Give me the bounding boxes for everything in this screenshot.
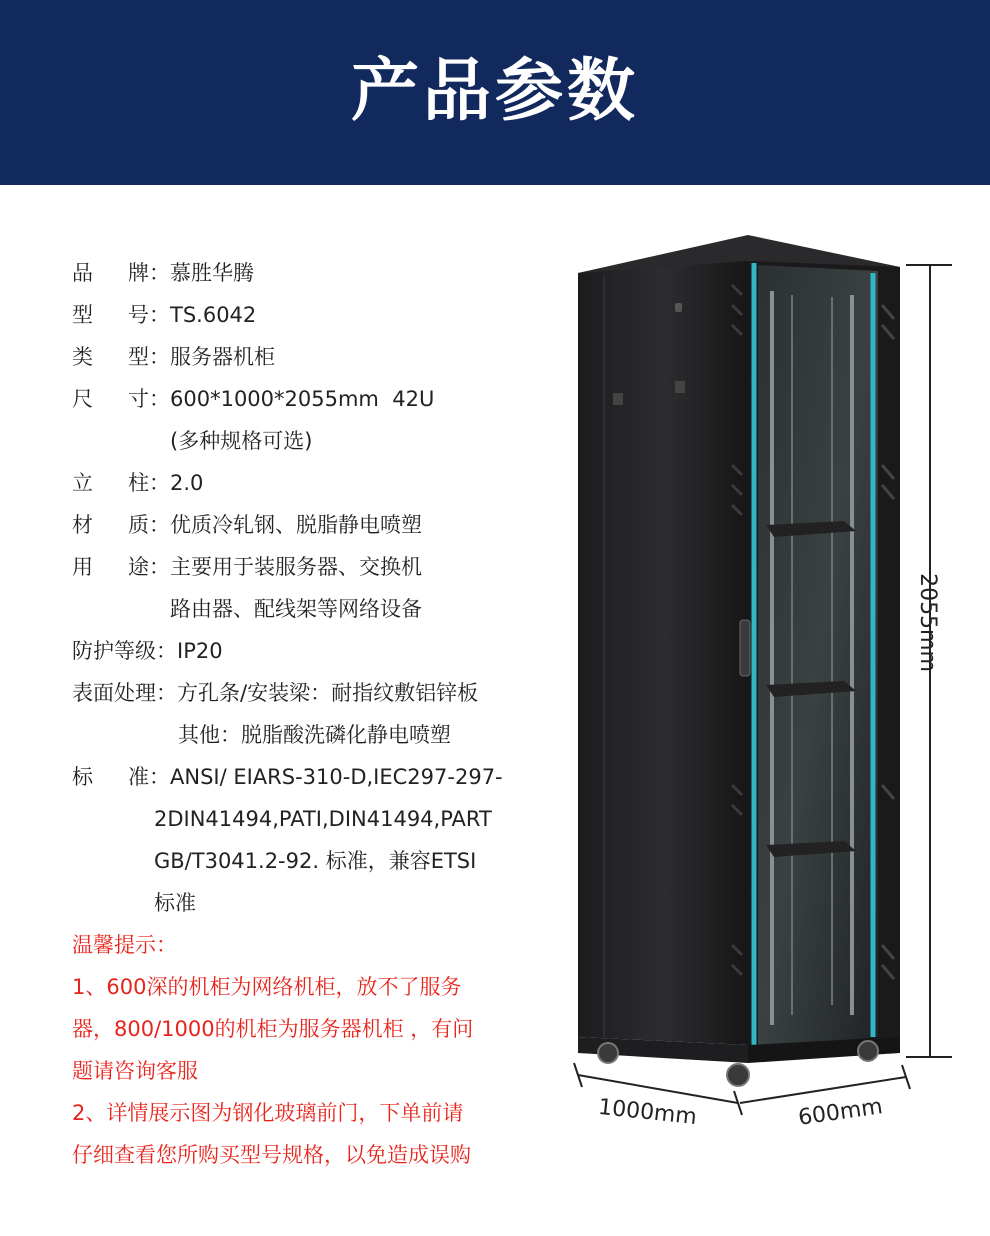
tips-title: 温馨提示：	[72, 933, 177, 957]
spec-label: 型：	[128, 345, 170, 369]
dimension-depth-label: 1000mm	[596, 1094, 698, 1131]
spec-label: 用	[72, 555, 93, 579]
tip-line: 题请咨询客服	[72, 1059, 198, 1083]
spec-value: GB/T3041.2-92. 标准，兼容ETSI	[154, 849, 477, 873]
spec-label: 尺	[72, 387, 93, 411]
spec-value: 标准	[154, 891, 196, 915]
spec-protection	[72, 630, 542, 672]
tip-line: 器，800/1000的机柜为服务器机柜 ，有问	[72, 1017, 474, 1041]
spec-usage-cont	[72, 588, 542, 630]
lock-icon	[675, 303, 682, 312]
spec-model	[72, 294, 542, 336]
spec-list	[72, 252, 542, 924]
page-title: 产品参数	[350, 52, 639, 131]
spec-value: 600*1000*2055mm 42U	[170, 387, 435, 411]
spec-value: (多种规格可选)	[170, 429, 313, 453]
spec-type	[72, 336, 542, 378]
spec-label: 型	[72, 303, 93, 327]
spec-label: 柱：	[128, 471, 170, 495]
spec-label: 寸：	[128, 387, 170, 411]
dimension-width-label: 600mm	[796, 1094, 885, 1131]
cabinet-drawing	[560, 225, 980, 1145]
spec-value: ANSI/ EIARS-310-D,IEC297-297-	[170, 765, 503, 789]
spec-value: 方孔条/安装梁：耐指纹敷铝锌板	[177, 681, 479, 705]
spec-surface-cont	[72, 714, 542, 756]
spec-label: 材	[72, 513, 93, 537]
caster-icon	[727, 1064, 749, 1086]
spec-usage	[72, 546, 542, 588]
spec-standard-cont	[72, 882, 542, 924]
cabinet-image	[560, 225, 980, 1145]
spec-label: 标	[72, 765, 93, 789]
spec-label: 牌：	[128, 261, 170, 285]
tip-line: 仔细查看您所购买型号规格，以免造成误购	[72, 1143, 471, 1167]
spec-label: 表面处理：	[72, 681, 177, 705]
spec-label: 途：	[128, 555, 170, 579]
spec-surface	[72, 672, 542, 714]
spec-label: 立	[72, 471, 93, 495]
spec-value: 2DIN41494,PATI,DIN41494,PART	[154, 807, 492, 831]
spec-value: 路由器、配线架等网络设备	[170, 597, 422, 621]
spec-value: 主要用于装服务器、交换机	[170, 555, 422, 579]
tip-line: 2、详情展示图为钢化玻璃前门，下单前请	[72, 1101, 464, 1125]
dimension-height-label: 2055mm	[914, 573, 940, 672]
spec-standard-cont	[72, 798, 542, 840]
spec-brand	[72, 252, 542, 294]
spec-value: 慕胜华腾	[170, 261, 254, 285]
spec-label: 品	[72, 261, 93, 285]
spec-label: 质：	[128, 513, 170, 537]
spec-size-note	[72, 420, 542, 462]
spec-label: 准：	[128, 765, 170, 789]
warm-tips	[72, 924, 512, 1176]
spec-value: 其他：脱脂酸洗磷化静电喷塑	[178, 723, 451, 747]
spec-standard-cont	[72, 840, 542, 882]
spec-label: 号：	[128, 303, 170, 327]
caster-icon	[858, 1041, 878, 1061]
spec-material	[72, 504, 542, 546]
spec-value: 优质冷轧钢、脱脂静电喷塑	[170, 513, 422, 537]
spec-value: 2.0	[170, 471, 204, 495]
spec-value: 服务器机柜	[170, 345, 275, 369]
spec-size	[72, 378, 542, 420]
spec-column	[72, 462, 542, 504]
spec-label: 防护等级：	[72, 639, 177, 663]
header-banner	[0, 0, 990, 185]
spec-standard	[72, 756, 542, 798]
caster-icon	[598, 1043, 618, 1063]
spec-label: 类	[72, 345, 93, 369]
tip-line: 1、600深的机柜为网络机柜，放不了服务	[72, 975, 462, 999]
spec-value: IP20	[177, 639, 223, 663]
spec-value: TS.6042	[170, 303, 257, 327]
